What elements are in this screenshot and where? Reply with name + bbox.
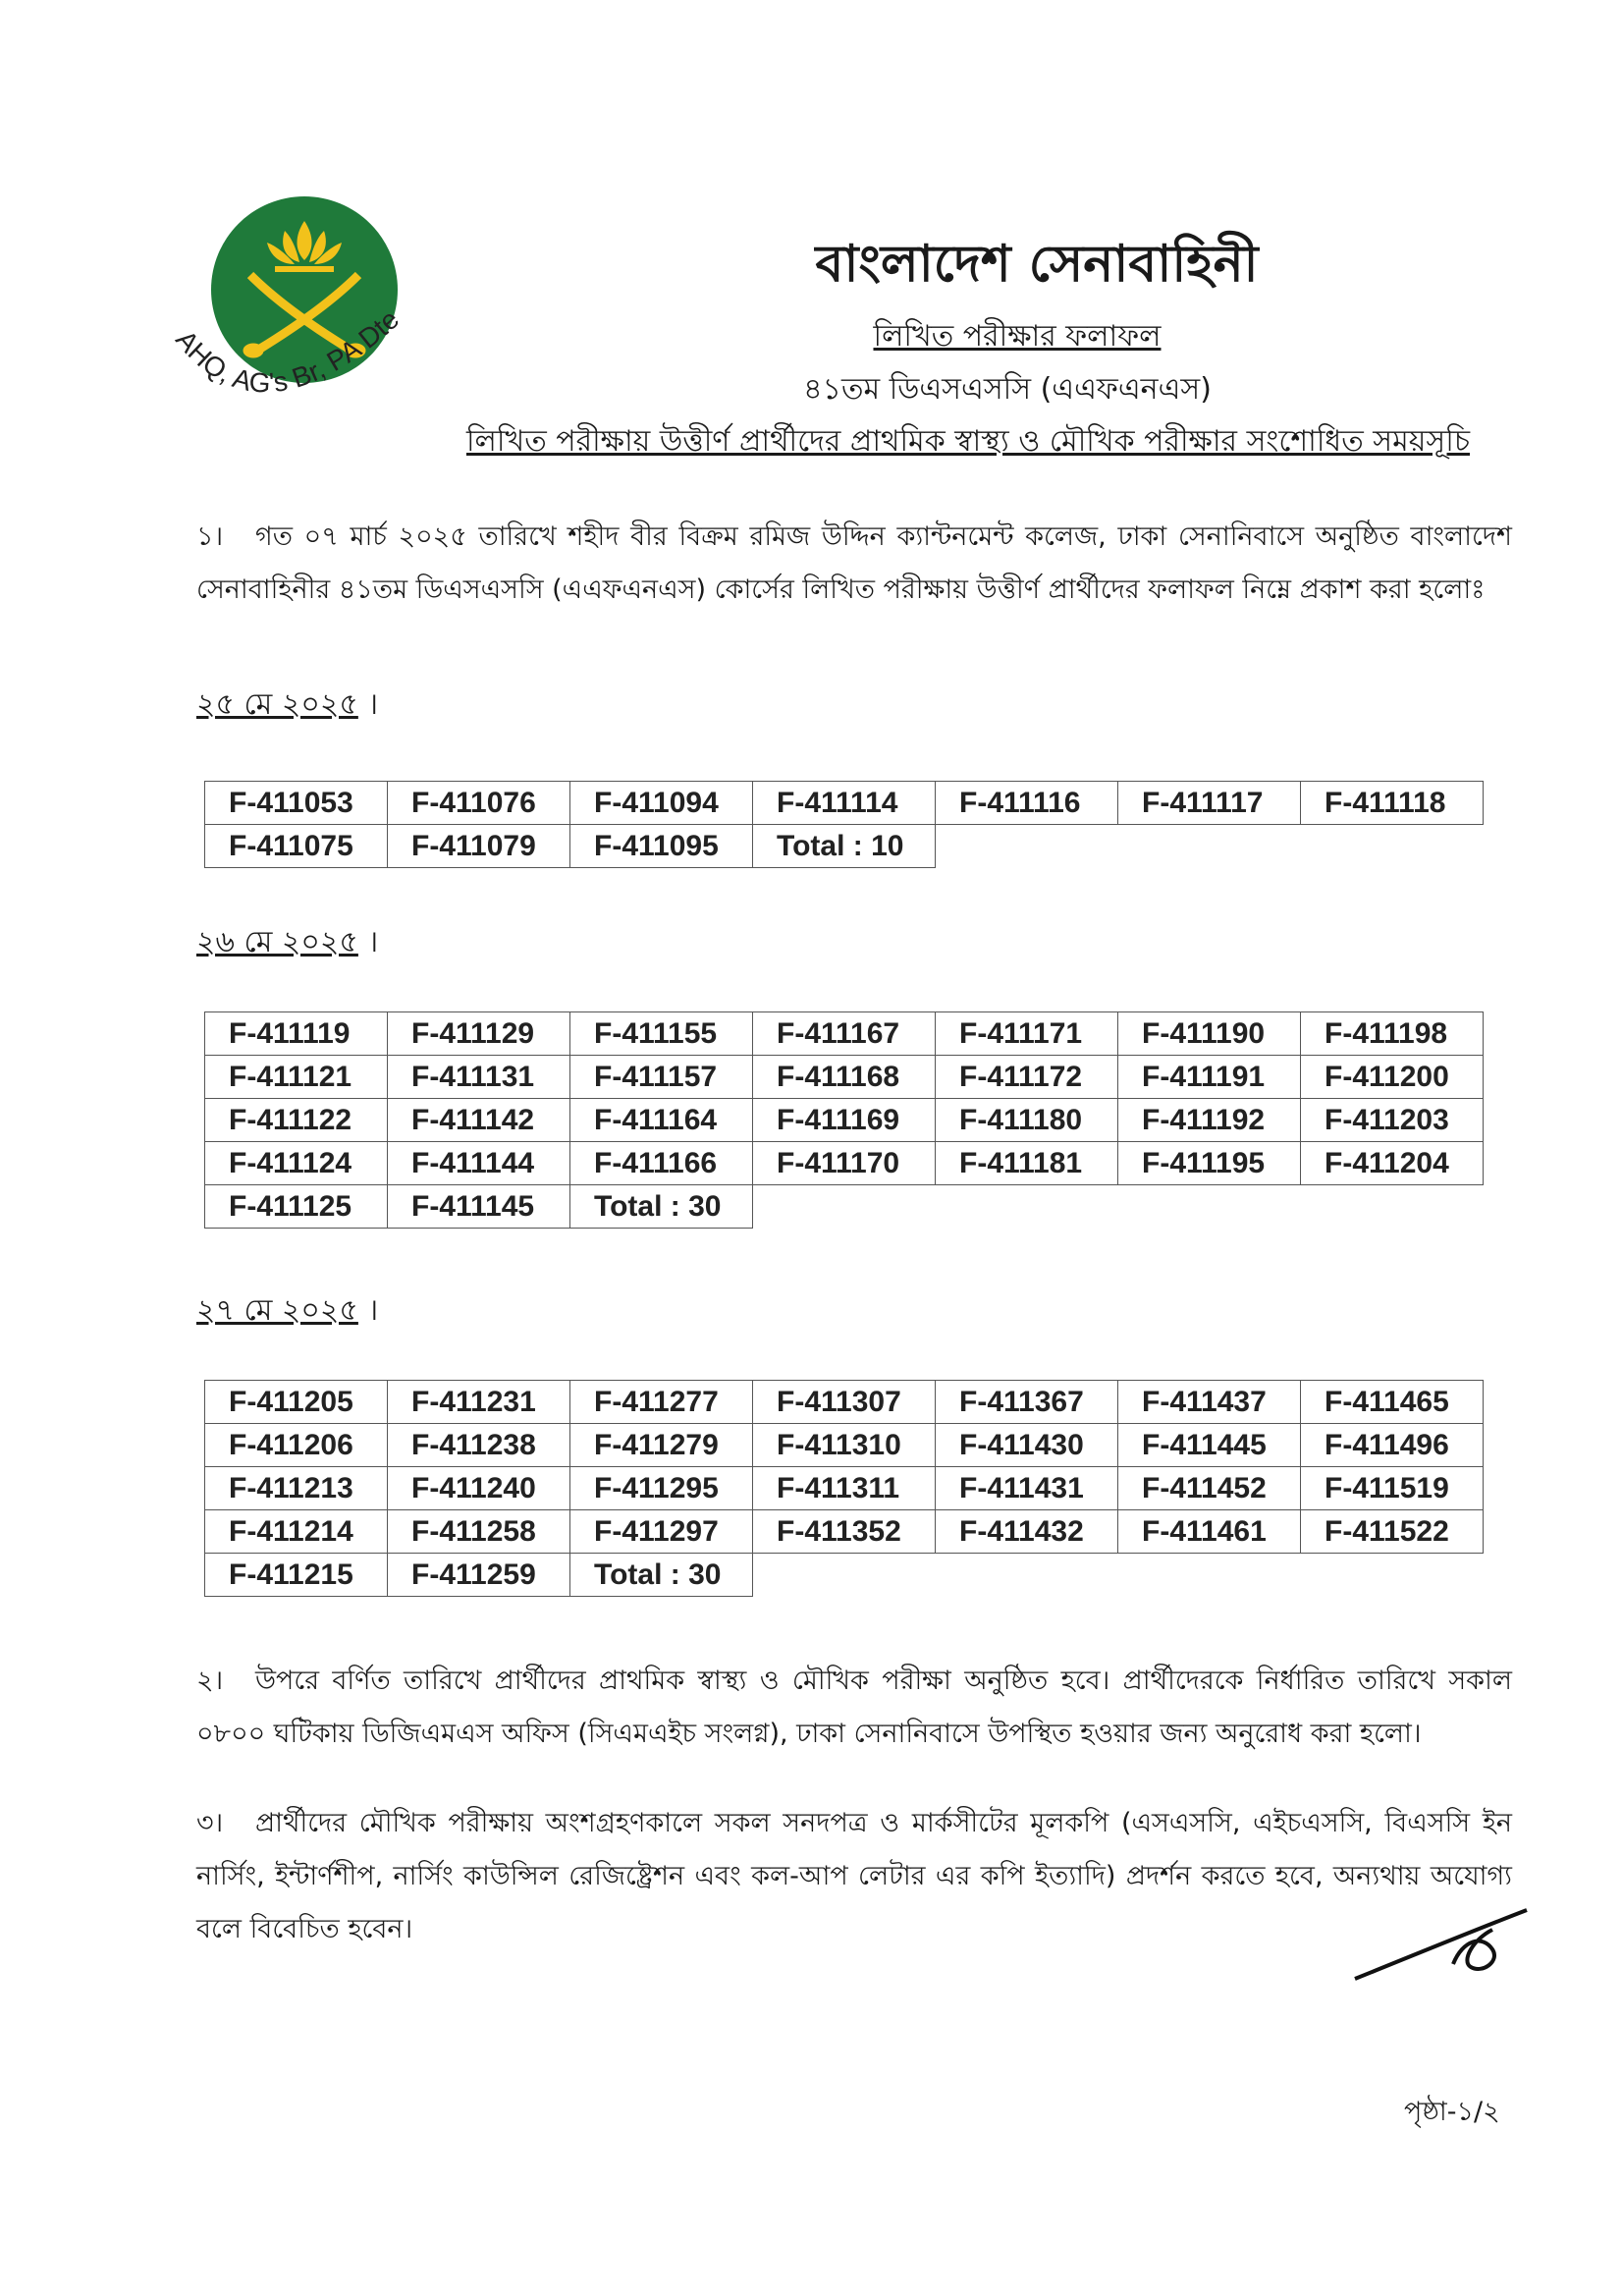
roll-number-cell: F-411122 [205,1099,388,1142]
paragraph-1 [196,511,1512,617]
roll-number-cell: F-411259 [388,1554,570,1597]
paragraph-number: ৩। [196,1808,224,1838]
table-row [205,825,1484,868]
signature [1345,1881,1541,1989]
roll-number-cell: F-411192 [1118,1099,1301,1142]
roll-number-cell: F-411238 [388,1424,570,1467]
paragraph-3 [196,1797,1512,1956]
group-date: ২৭ মে ২০২৫ । [196,1293,379,1328]
roll-number-cell: F-411121 [205,1056,388,1099]
table-row [205,1012,1484,1056]
paragraph-number: ১। [196,521,224,552]
roll-number-cell: F-411461 [1118,1510,1301,1554]
roll-number-cell: F-411094 [570,782,753,825]
table-row [205,1142,1484,1185]
roll-number-cell: F-411157 [570,1056,753,1099]
roll-number-cell: F-411432 [936,1510,1118,1554]
roll-number-cell: F-411095 [570,825,753,868]
roll-number-cell: F-411496 [1301,1424,1484,1467]
roll-number-cell: F-411206 [205,1424,388,1467]
roll-number-cell: F-411142 [388,1099,570,1142]
total-cell: Total : 10 [753,825,936,868]
roll-number-cell: F-411310 [753,1424,936,1467]
roll-table [204,1011,1484,1229]
roll-number-cell: F-411204 [1301,1142,1484,1185]
roll-number-cell: F-411277 [570,1381,753,1424]
roll-number-cell: F-411279 [570,1424,753,1467]
empty-cell [1301,1554,1484,1597]
empty-cell [936,825,1118,868]
roll-number-cell: F-411125 [205,1185,388,1229]
table-row [205,1467,1484,1510]
roll-number-cell: F-411181 [936,1142,1118,1185]
empty-cell [753,1554,936,1597]
empty-cell [753,1185,936,1229]
logo-arc-text: AHQ, AG's Br, PA Dte [170,303,406,399]
roll-table-body [205,1012,1484,1229]
table-row [205,1185,1484,1229]
roll-number-cell: F-411129 [388,1012,570,1056]
roll-number-cell: F-411170 [753,1142,936,1185]
roll-number-cell: F-411240 [388,1467,570,1510]
roll-number-cell: F-411431 [936,1467,1118,1510]
schedule-title: লিখিত পরীক্ষায় উত্তীর্ণ প্রার্থীদের প্রাথমিক স্বাস্থ্য ও মৌখিক পরীক্ষার সংশোধিত সময়সূচি [465,424,1471,459]
roll-number-cell: F-411198 [1301,1012,1484,1056]
empty-cell [936,1185,1118,1229]
page-number: পৃষ্ঠা-১/২ [1404,2097,1500,2127]
date-text: ২৫ মে ২০২৫ [196,687,358,722]
org-title: বাংলাদেশ সেনাবাহিনী [815,235,1259,294]
total-cell: Total : 30 [570,1554,753,1597]
paragraph-text: প্রার্থীদের মৌখিক পরীক্ষায় অংশগ্রহণকালে সকল সনদপত্র ও মার্কসীটের মূলকপি (এসএসসি, এইচএসসি, বিএসসি ইন নার্সিং, ইন্টার্ণশীপ, নার্সিং কাউন্সিল রেজিষ্ট্রেশন এবং কল-আপ লেটার এর কপি ইত্যাদি) প্রদর্শন করতে হবে, অন্যথায় অযোগ্য বলে বিবেচিত হবেন। [196,1808,1512,1944]
roll-number-cell: F-411145 [388,1185,570,1229]
roll-table [204,781,1484,868]
table-row [205,1554,1484,1597]
table-row [205,1381,1484,1424]
paragraph-text: গত ০৭ মার্চ ২০২৫ তারিখে শহীদ বীর বিক্রম রমিজ উদ্দিন ক্যান্টনমেন্ট কলেজ, ঢাকা সেনানিবাসে অনুষ্ঠিত বাংলাদেশ সেনাবাহিনীর ৪১তম ডিএসএসসি (এএফএনএস) কোর্সের লিখিত পরীক্ষায় উত্তীর্ণ প্রার্থীদের ফলাফল নিম্নে প্রকাশ করা হলোঃ [196,521,1512,605]
roll-number-cell: F-411079 [388,825,570,868]
roll-number-cell: F-411114 [753,782,936,825]
group-date: ২৫ মে ২০২৫ । [196,687,379,722]
roll-number-cell: F-411076 [388,782,570,825]
roll-number-cell: F-411117 [1118,782,1301,825]
roll-number-cell: F-411119 [205,1012,388,1056]
roll-number-cell: F-411214 [205,1510,388,1554]
roll-number-cell: F-411258 [388,1510,570,1554]
roll-number-cell: F-411522 [1301,1510,1484,1554]
roll-number-cell: F-411367 [936,1381,1118,1424]
roll-number-cell: F-411203 [1301,1099,1484,1142]
roll-number-cell: F-411231 [388,1381,570,1424]
roll-number-cell: F-411213 [205,1467,388,1510]
roll-number-cell: F-411191 [1118,1056,1301,1099]
roll-number-cell: F-411131 [388,1056,570,1099]
table-row [205,782,1484,825]
roll-number-cell: F-411124 [205,1142,388,1185]
roll-number-cell: F-411075 [205,825,388,868]
roll-number-cell: F-411430 [936,1424,1118,1467]
roll-number-cell: F-411437 [1118,1381,1301,1424]
roll-number-cell: F-411445 [1118,1424,1301,1467]
roll-number-cell: F-411311 [753,1467,936,1510]
total-cell: Total : 30 [570,1185,753,1229]
empty-cell [1301,825,1484,868]
empty-cell [1118,825,1301,868]
roll-number-cell: F-411297 [570,1510,753,1554]
empty-cell [1301,1185,1484,1229]
roll-number-cell: F-411200 [1301,1056,1484,1099]
table-row [205,1099,1484,1142]
table-row [205,1424,1484,1467]
empty-cell [936,1554,1118,1597]
roll-number-cell: F-411116 [936,782,1118,825]
result-subtitle: লিখিত পরীক্ষার ফলাফল [873,319,1162,354]
roll-number-cell: F-411169 [753,1099,936,1142]
roll-number-cell: F-411352 [753,1510,936,1554]
roll-number-cell: F-411180 [936,1099,1118,1142]
roll-number-cell: F-411168 [753,1056,936,1099]
roll-number-cell: F-411164 [570,1099,753,1142]
roll-number-cell: F-411465 [1301,1381,1484,1424]
table-row [205,1510,1484,1554]
date-text: ২৭ মে ২০২৫ [196,1293,358,1328]
paragraph-text: উপরে বর্ণিত তারিখে প্রার্থীদের প্রাথমিক স্বাস্থ্য ও মৌখিক পরীক্ষা অনুষ্ঠিত হবে। প্রার্থীদেরকে নির্ধারিত তারিখে সকাল ০৮০০ ঘটিকায় ডিজিএমএস অফিস (সিএমএইচ সংলগ্ন), ঢাকা সেনানিবাসে উপস্থিত হওয়ার জন্য অনুরোধ করা হলো। [196,1666,1512,1749]
empty-cell [1118,1185,1301,1229]
roll-number-cell: F-411519 [1301,1467,1484,1510]
group-date: ২৬ মে ২০২৫ । [196,925,379,959]
paragraph-2 [196,1655,1512,1761]
roll-number-cell: F-411053 [205,782,388,825]
paragraph-number: ২। [196,1666,224,1696]
roll-number-cell: F-411307 [753,1381,936,1424]
roll-table-body [205,782,1484,868]
roll-number-cell: F-411167 [753,1012,936,1056]
course-name: ৪১তম ডিএসএসসি (এএফএনএস) [803,372,1212,407]
roll-number-cell: F-411190 [1118,1012,1301,1056]
roll-table-body [205,1381,1484,1597]
roll-number-cell: F-411215 [205,1554,388,1597]
roll-number-cell: F-411171 [936,1012,1118,1056]
roll-number-cell: F-411155 [570,1012,753,1056]
roll-number-cell: F-411295 [570,1467,753,1510]
roll-number-cell: F-411118 [1301,782,1484,825]
roll-table [204,1380,1484,1597]
roll-number-cell: F-411144 [388,1142,570,1185]
roll-number-cell: F-411205 [205,1381,388,1424]
roll-number-cell: F-411166 [570,1142,753,1185]
roll-number-cell: F-411452 [1118,1467,1301,1510]
empty-cell [1118,1554,1301,1597]
roll-number-cell: F-411172 [936,1056,1118,1099]
date-text: ২৬ মে ২০২৫ [196,925,358,959]
roll-number-cell: F-411195 [1118,1142,1301,1185]
table-row [205,1056,1484,1099]
